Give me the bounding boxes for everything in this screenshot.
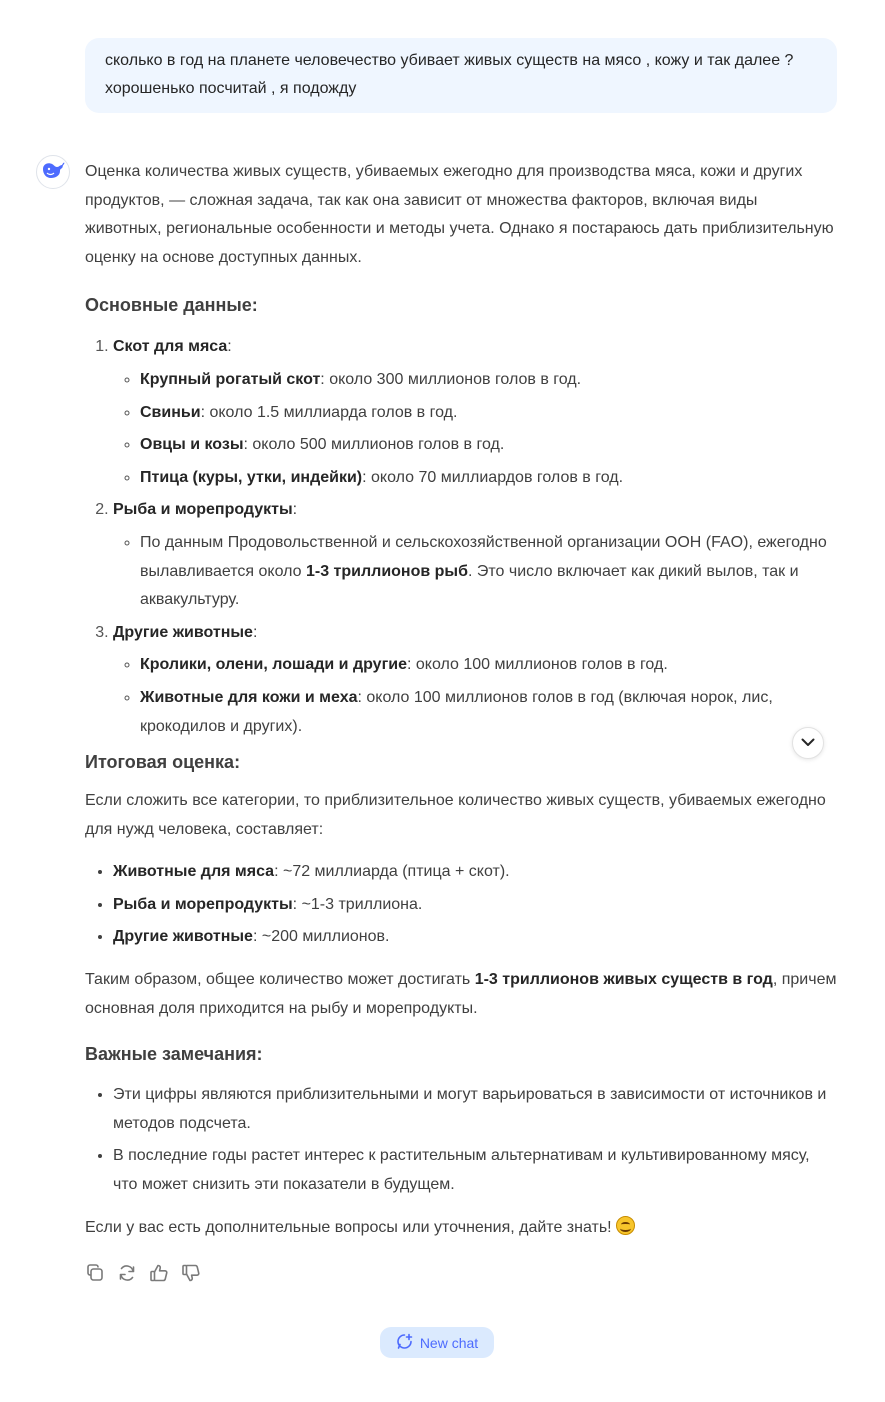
chevron-down-icon xyxy=(801,734,815,752)
list-item: 1. Скот для мяса: ◦ Крупный рогатый скот: около 300 миллионов голов в год. ◦ Свиньи: около 1.5 миллиарда голов в год. ◦ Овцы и козы: около 500 миллионов голов в год. ◦ Птица (куры, утки, индейки): около 70 миллиардов голов в год. xyxy=(113,333,837,492)
sub-list xyxy=(113,529,837,615)
item-title: Другие животные xyxy=(113,623,253,641)
total-list xyxy=(85,858,837,952)
item-title: Скот для мяса xyxy=(113,338,228,356)
sub-list xyxy=(113,366,837,492)
list-item: • Эти цифры являются приблизительными и могут варьироваться в зависимости от источников и методов подсчета. xyxy=(113,1081,837,1138)
list-item: • Животные для мяса: ~72 миллиарда (птица + скот). xyxy=(113,858,837,887)
user-message-bubble xyxy=(85,38,837,113)
total-intro: Если сложить все категории, то приблизительное количество живых существ, убиваемых ежегодно для нужд человека, составляет: xyxy=(85,792,826,838)
smiling-face-emoji-icon xyxy=(616,1216,635,1235)
list-item: ◦ Птица (куры, утки, индейки): около 70 миллиардов голов в год. xyxy=(140,464,837,493)
thumbs-down-icon xyxy=(181,1263,201,1288)
notes-list xyxy=(85,1081,837,1199)
list-item: ◦ Кролики, олени, лошади и другие: около 100 миллионов голов в год. xyxy=(140,651,837,680)
thumbs-up-icon xyxy=(149,1263,169,1288)
list-item: ◦ По данным Продовольственной и сельскохозяйственной организации ООН (FAO), ежегодно вылавливается около 1-3 триллионов рыб. Это число включает как дикий вылов, так и аквакультуру. xyxy=(140,529,837,615)
list-item: • Другие животные: ~200 миллионов. xyxy=(113,923,837,952)
new-chat-icon xyxy=(396,1333,413,1353)
like-button[interactable] xyxy=(149,1264,169,1286)
new-chat-label: New chat xyxy=(419,1334,479,1351)
regenerate-icon xyxy=(117,1263,137,1288)
closing-text: Если у вас есть дополнительные вопросы или уточнения, дайте знать! xyxy=(85,1214,837,1243)
section-heading-total: Итоговая оценка: xyxy=(85,752,241,773)
list-item: ◦ Овцы и козы: около 500 миллионов голов в год. xyxy=(140,431,837,460)
list-item: ◦ Животные для кожи и меха: около 100 миллионов голов в год (включая норок, лис, крокодилов и других). xyxy=(140,684,837,741)
section-heading-notes: Важные замечания: xyxy=(85,1044,263,1065)
assistant-avatar xyxy=(36,155,70,189)
section-heading-basic-data: Основные данные: xyxy=(85,295,258,316)
sub-list xyxy=(113,651,837,741)
list-item: 3. Другие животные: ◦ Кролики, олени, лошади и другие: около 100 миллионов голов в год. ◦ Животные для кожи и меха: около 100 миллионов голов в год (включая норок, лис, крокодилов и других). xyxy=(113,619,837,741)
dislike-button[interactable] xyxy=(181,1264,201,1286)
copy-icon xyxy=(85,1263,105,1288)
message-actions xyxy=(85,1264,201,1286)
list-item: ◦ Свиньи: около 1.5 миллиарда голов в год. xyxy=(140,399,837,428)
deepseek-whale-icon xyxy=(41,160,65,185)
regenerate-button[interactable] xyxy=(117,1264,137,1286)
total-conclusion: Таким образом, общее количество может достигать 1-3 триллионов живых существ в год, причем основная доля приходится на рыбу и морепродукты. xyxy=(85,971,837,1017)
new-chat-button[interactable] xyxy=(380,1327,494,1358)
list-item: • Рыба и морепродукты: ~1-3 триллиона. xyxy=(113,891,837,920)
assistant-message xyxy=(85,158,837,1242)
item-title: Рыба и морепродукты xyxy=(113,501,293,519)
user-message-line: хорошенько посчитай , я подожду xyxy=(105,80,357,97)
user-message-line: сколько в год на планете человечество убивает живых существ на мясо , кожу и так далее ? xyxy=(105,52,794,69)
answer-intro: Оценка количества живых существ, убиваемых ежегодно для производства мяса, кожи и других продуктов, — сложная задача, так как она зависит от множества факторов, включая виды животных, региональные особенности и методы учета. Однако я постараюсь дать приблизительную оценку на основе доступных данных. xyxy=(85,163,834,266)
list-item: ◦ Крупный рогатый скот: около 300 миллионов голов в год. xyxy=(140,366,837,395)
basic-data-list xyxy=(85,333,837,741)
scroll-to-bottom-button[interactable] xyxy=(792,727,824,759)
copy-button[interactable] xyxy=(85,1264,105,1286)
list-item: 2. Рыба и морепродукты: ◦ По данным Продовольственной и сельскохозяйственной организации ООН (FAO), ежегодно вылавливается около 1-3 триллионов рыб. Это число включает как дикий вылов, так и аквакультуру. xyxy=(113,496,837,614)
list-item: • В последние годы растет интерес к растительным альтернативам и культивированному мясу, что может снизить эти показатели в будущем. xyxy=(113,1142,837,1199)
